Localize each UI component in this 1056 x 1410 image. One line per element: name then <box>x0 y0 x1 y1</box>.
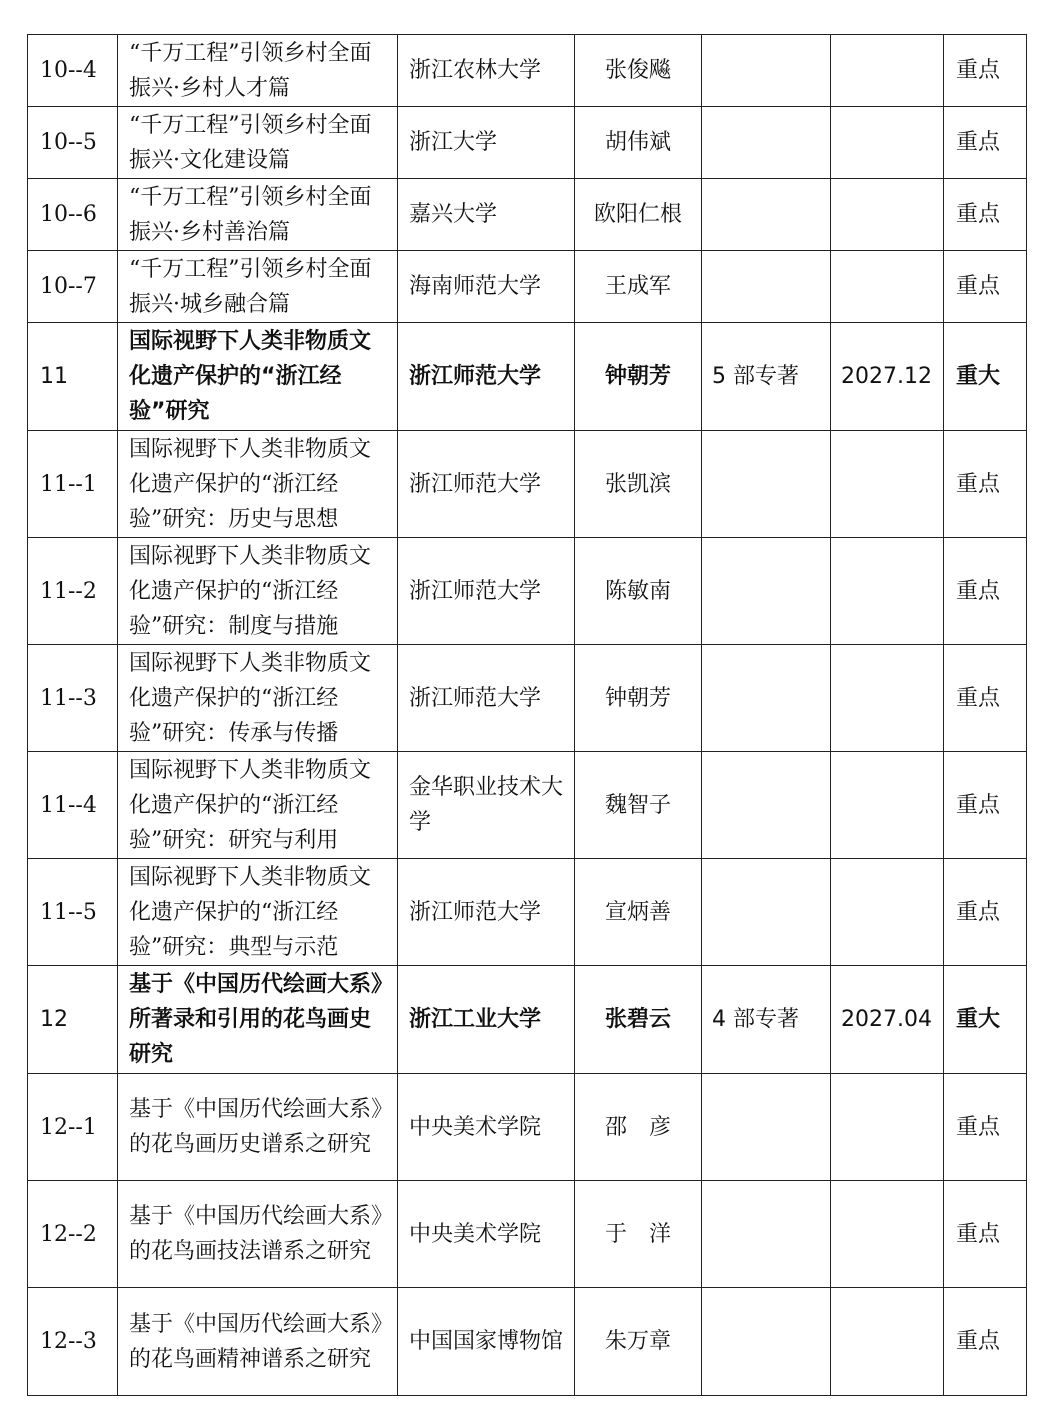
project-level: 重点 <box>944 752 1027 859</box>
institution: 海南师范大学 <box>398 251 575 323</box>
institution: 浙江师范大学 <box>398 323 575 431</box>
table-row <box>28 251 1027 323</box>
row-number: 10--6 <box>28 179 118 251</box>
row-number: 11 <box>28 323 118 431</box>
project-title: “千万工程”引领乡村全面振兴·乡村善治篇 <box>118 179 398 251</box>
completion-date <box>831 1288 944 1396</box>
expected-output <box>702 35 831 107</box>
project-level: 重点 <box>944 431 1027 538</box>
completion-date <box>831 107 944 179</box>
completion-date <box>831 538 944 645</box>
institution: 浙江师范大学 <box>398 859 575 966</box>
principal-investigator: 朱万章 <box>575 1288 702 1396</box>
expected-output <box>702 1288 831 1396</box>
institution: 嘉兴大学 <box>398 179 575 251</box>
institution: 浙江师范大学 <box>398 645 575 752</box>
project-level: 重大 <box>944 966 1027 1074</box>
principal-investigator: 张俊飚 <box>575 35 702 107</box>
institution: 浙江工业大学 <box>398 966 575 1074</box>
completion-date <box>831 251 944 323</box>
table-row <box>28 538 1027 645</box>
institution: 浙江农林大学 <box>398 35 575 107</box>
institution: 浙江大学 <box>398 107 575 179</box>
project-level: 重点 <box>944 179 1027 251</box>
row-number: 11--5 <box>28 859 118 966</box>
expected-output <box>702 538 831 645</box>
expected-output <box>702 645 831 752</box>
principal-investigator: 胡伟斌 <box>575 107 702 179</box>
row-number: 10--4 <box>28 35 118 107</box>
completion-date <box>831 431 944 538</box>
project-title: “千万工程”引领乡村全面振兴·文化建设篇 <box>118 107 398 179</box>
row-number: 12--3 <box>28 1288 118 1396</box>
expected-output <box>702 431 831 538</box>
completion-date: 2027.12 <box>831 323 944 431</box>
principal-investigator: 钟朝芳 <box>575 645 702 752</box>
project-title: 国际视野下人类非物质文化遗产保护的“浙江经验”研究：制度与措施 <box>118 538 398 645</box>
project-level: 重大 <box>944 323 1027 431</box>
project-level: 重点 <box>944 251 1027 323</box>
completion-date: 2027.04 <box>831 966 944 1074</box>
project-title: 基于《中国历代绘画大系》的花鸟画历史谱系之研究 <box>118 1074 398 1181</box>
completion-date <box>831 35 944 107</box>
completion-date <box>831 1181 944 1288</box>
completion-date <box>831 752 944 859</box>
institution: 中国国家博物馆 <box>398 1288 575 1396</box>
principal-investigator: 张碧云 <box>575 966 702 1074</box>
completion-date <box>831 859 944 966</box>
row-number: 11--4 <box>28 752 118 859</box>
institution: 中央美术学院 <box>398 1074 575 1181</box>
expected-output <box>702 179 831 251</box>
project-level: 重点 <box>944 35 1027 107</box>
row-number: 11--2 <box>28 538 118 645</box>
row-number: 12 <box>28 966 118 1074</box>
project-level: 重点 <box>944 538 1027 645</box>
completion-date <box>831 179 944 251</box>
principal-investigator: 王成军 <box>575 251 702 323</box>
project-level: 重点 <box>944 1074 1027 1181</box>
institution: 金华职业技术大学 <box>398 752 575 859</box>
principal-investigator: 邵 彦 <box>575 1074 702 1181</box>
watermark-smudge <box>946 1388 1038 1398</box>
expected-output: 5 部专著 <box>702 323 831 431</box>
project-level: 重点 <box>944 859 1027 966</box>
expected-output <box>702 107 831 179</box>
row-number: 12--2 <box>28 1181 118 1288</box>
expected-output <box>702 859 831 966</box>
table-row <box>28 1181 1027 1288</box>
project-title: 基于《中国历代绘画大系》的花鸟画精神谱系之研究 <box>118 1288 398 1396</box>
row-number: 10--7 <box>28 251 118 323</box>
row-number: 11--1 <box>28 431 118 538</box>
principal-investigator: 张凯滨 <box>575 431 702 538</box>
expected-output <box>702 1181 831 1288</box>
principal-investigator: 钟朝芳 <box>575 323 702 431</box>
table-row <box>28 859 1027 966</box>
table-row <box>28 107 1027 179</box>
row-number: 10--5 <box>28 107 118 179</box>
project-title: 基于《中国历代绘画大系》的花鸟画技法谱系之研究 <box>118 1181 398 1288</box>
principal-investigator: 欧阳仁根 <box>575 179 702 251</box>
project-level: 重点 <box>944 1288 1027 1396</box>
completion-date <box>831 645 944 752</box>
institution: 浙江师范大学 <box>398 431 575 538</box>
expected-output <box>702 752 831 859</box>
project-level: 重点 <box>944 645 1027 752</box>
project-title: “千万工程”引领乡村全面振兴·乡村人才篇 <box>118 35 398 107</box>
project-level: 重点 <box>944 107 1027 179</box>
table-row <box>28 431 1027 538</box>
table-row <box>28 752 1027 859</box>
table-row-major <box>28 323 1027 431</box>
table-row-major <box>28 966 1027 1074</box>
project-title: 国际视野下人类非物质文化遗产保护的“浙江经验”研究：传承与传播 <box>118 645 398 752</box>
expected-output <box>702 251 831 323</box>
project-title: 基于《中国历代绘画大系》所著录和引用的花鸟画史研究 <box>118 966 398 1074</box>
project-title: 国际视野下人类非物质文化遗产保护的“浙江经验”研究：研究与利用 <box>118 752 398 859</box>
project-title: 国际视野下人类非物质文化遗产保护的“浙江经验”研究：历史与思想 <box>118 431 398 538</box>
row-number: 12--1 <box>28 1074 118 1181</box>
principal-investigator: 魏智子 <box>575 752 702 859</box>
project-level: 重点 <box>944 1181 1027 1288</box>
project-title: 国际视野下人类非物质文化遗产保护的“浙江经验”研究：典型与示范 <box>118 859 398 966</box>
institution: 浙江师范大学 <box>398 538 575 645</box>
table-row <box>28 1074 1027 1181</box>
institution: 中央美术学院 <box>398 1181 575 1288</box>
completion-date <box>831 1074 944 1181</box>
table-row <box>28 35 1027 107</box>
expected-output: 4 部专著 <box>702 966 831 1074</box>
principal-investigator: 陈敏南 <box>575 538 702 645</box>
principal-investigator: 宣炳善 <box>575 859 702 966</box>
principal-investigator: 于 洋 <box>575 1181 702 1288</box>
project-title: “千万工程”引领乡村全面振兴·城乡融合篇 <box>118 251 398 323</box>
expected-output <box>702 1074 831 1181</box>
row-number: 11--3 <box>28 645 118 752</box>
project-table <box>27 34 1027 1396</box>
table-row <box>28 645 1027 752</box>
project-title: 国际视野下人类非物质文化遗产保护的“浙江经验”研究 <box>118 323 398 431</box>
table-row <box>28 1288 1027 1396</box>
table-row <box>28 179 1027 251</box>
